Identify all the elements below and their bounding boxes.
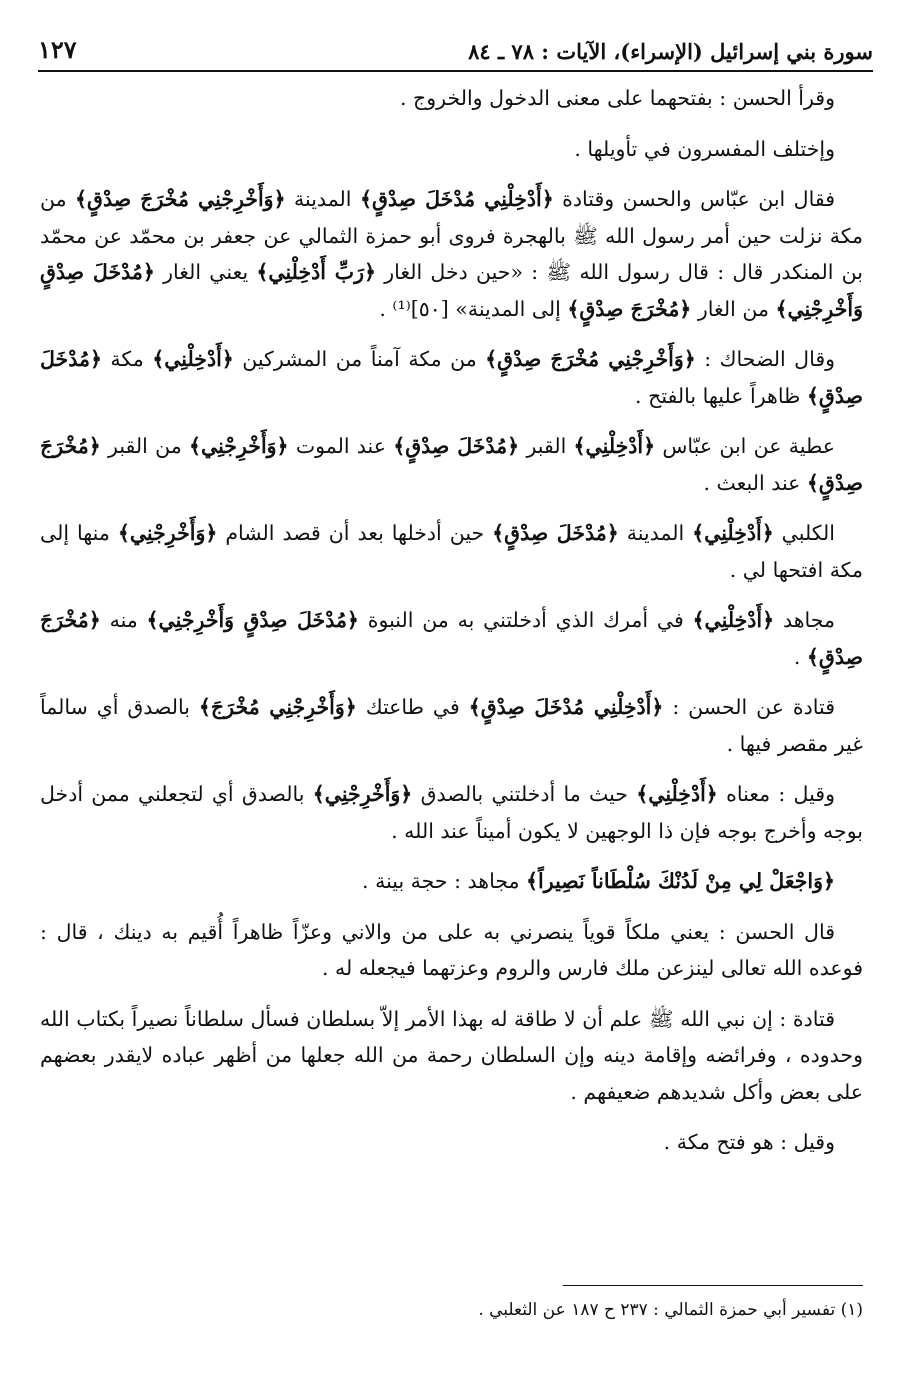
text-run: مكة	[101, 347, 153, 371]
text-run: من القبر	[100, 434, 189, 458]
quran-quote: ﴿وَأَخْرِجْنِي﴾	[312, 782, 413, 806]
text-run: إلى المدينة» [٥٠]⁽¹⁾ .	[379, 296, 568, 321]
quran-quote: ﴿وَأَخْرِجْنِي مُخْرَجَ صِدْقٍ﴾	[75, 187, 286, 211]
text-run: وإختلف المفسرون في تأويلها .	[574, 136, 835, 161]
quran-quote: ﴿أَدْخِلْنِي مُدْخَلَ صِدْقٍ﴾	[359, 187, 554, 211]
text-run: وقال الضحاك :	[695, 347, 836, 371]
quran-quote: ﴿مُدْخَلَ صِدْقٍ﴾	[40, 347, 863, 408]
text-run: قتادة : إن نبي الله ﷺ علم أن لا طاقة له بهذا الأمر إلاّ بسلطان فسأل سلطاناً نصيراً بكتاب الله وحدوده ، وفرائضه وإقامة دينه وإن السلطان رحمة من الله جعلها من أظهر عباده لايقدر بعضهم على بعض وأكل شديدهم ضعيفهم .	[40, 1006, 863, 1104]
footnote: (١) تفسير أبي حمزة الثمالي : ٢٣٧ ح ١٨٧ عن الثعلبي .	[478, 1300, 863, 1320]
paragraph	[40, 602, 863, 675]
paragraph	[40, 863, 863, 900]
quran-quote: ﴿وَأَخْرِجْنِي مُخْرَجَ صِدْقٍ﴾	[485, 347, 696, 371]
quran-quote: ﴿أَدْخِلْنِي﴾	[636, 782, 718, 806]
quran-quote: ﴿رَبِّ أَدْخِلْنِي﴾	[256, 260, 377, 284]
quran-quote: ﴿أَدْخِلْنِي مُدْخَلَ صِدْقٍ﴾	[468, 695, 664, 719]
quran-quote: ﴿مُخْرَجَ صِدْقٍ﴾	[40, 608, 863, 669]
text-run: وقيل : معناه	[717, 782, 835, 806]
text-run: الكلبي	[773, 521, 835, 545]
text-run: عطية عن ابن عبّاس	[655, 434, 835, 458]
quran-quote: ﴿مُدْخَلَ صِدْقٍ وَأَخْرِجْنِي﴾	[40, 260, 863, 321]
text-run: .	[793, 644, 807, 669]
text-run: مجاهد	[774, 608, 835, 632]
running-header	[38, 24, 873, 72]
text-run: القبر	[519, 434, 574, 458]
paragraph	[40, 689, 863, 762]
paragraph	[40, 80, 863, 117]
quran-quote: ﴿وَاجْعَلْ لِي مِنْ لَدُنْكَ سُلْطَاناً نَصِيراً﴾	[526, 869, 835, 893]
text-run: من الغار	[691, 296, 776, 321]
text-run: حين أدخلها بعد أن قصد الشام	[217, 521, 493, 545]
text-run: وقرأ الحسن : بفتحهما على معنى الدخول والخروج .	[400, 86, 835, 110]
paragraph	[40, 341, 863, 414]
footnotes	[40, 1285, 863, 1324]
quran-quote: ﴿مُدْخَلَ صِدْقٍ﴾	[492, 521, 619, 545]
text-run: بالصدق أي سالماً غير مقصر فيها .	[40, 695, 863, 756]
chapter-title: سورة بني إسرائيل (الإسراء)، الآيات : ٧٨ ـ ٨٤	[468, 39, 873, 64]
quran-quote: ﴿مُدْخَلَ صِدْقٍ﴾	[393, 434, 520, 458]
paragraph	[40, 1001, 863, 1111]
text-run: فقال ابن عبّاس والحسن وقتادة	[553, 187, 835, 211]
paragraph	[40, 1124, 863, 1161]
text-run: في طاعتك	[356, 695, 469, 719]
text-run: المدينة	[285, 187, 360, 211]
text-run: قتادة عن الحسن :	[663, 695, 835, 719]
quran-quote: ﴿أَدْخِلْنِي﴾	[692, 521, 774, 545]
quran-quote: ﴿وَأَخْرِجْنِي مُخْرَجَ﴾	[198, 695, 357, 719]
paragraph	[40, 131, 863, 168]
text-run: عند البعث .	[703, 470, 807, 495]
text-run: من مكة نزلت حين أمر رسول الله ﷺ بالهجرة فروى أبو حمزة الثمالي عن جعفر بن محمّد عن محمّد بن المنكدر قال : قال رسول الله ﷺ : «حين دخل الغار	[40, 187, 863, 284]
quran-quote: ﴿أَدْخِلْنِي﴾	[573, 434, 656, 458]
text-run: يعني الغار	[154, 260, 257, 284]
text-run: وقيل : هو فتح مكة .	[663, 1130, 835, 1154]
text-run: مجاهد : حجة بينة .	[362, 869, 527, 893]
text-run: منها إلى مكة افتحها لي .	[40, 521, 863, 582]
footnote-separator	[563, 1285, 863, 1286]
text-run: في أمرك الذي أدخلتني به من النبوة	[358, 608, 693, 632]
text-run: حيث ما أدخلتني بالصدق	[412, 782, 637, 806]
page-number: ١٢٧	[38, 35, 77, 64]
paragraph	[40, 428, 863, 501]
text-run: ظاهراً عليها بالفتح .	[635, 383, 807, 408]
paragraph	[40, 181, 863, 327]
paragraph	[40, 914, 863, 987]
text-run: المدينة	[618, 521, 693, 545]
main-text	[40, 80, 863, 1175]
text-run: بالصدق أي لتجعلني ممن أدخل بوجه وأخرج بوجه فإن ذا الوجهين لا يكون أميناً عند الله .	[40, 782, 863, 843]
text-run: منه	[100, 608, 147, 632]
quran-quote: ﴿مُخْرَجَ صِدْقٍ﴾	[40, 434, 863, 495]
text-run: عند الموت	[288, 434, 394, 458]
text-run: من مكة آمناً من المشركين	[233, 347, 486, 371]
quran-quote: ﴿أَدْخِلْنِي﴾	[152, 347, 234, 371]
quran-quote: ﴿أَدْخِلْنِي﴾	[692, 608, 775, 632]
paragraph	[40, 776, 863, 849]
quran-quote: ﴿وَأَخْرِجْنِي﴾	[189, 434, 289, 458]
quran-quote: ﴿مُدْخَلَ صِدْقٍ وَأَخْرِجْنِي﴾	[146, 608, 359, 632]
text-run: قال الحسن : يعني ملكاً قوياً ينصرني به على من والاني وعزّاً ظاهراً أُقيم به دينك ، قال : فوعده الله تعالى لينزعن ملك فارس والروم وعزتهما فيجعله له .	[40, 919, 863, 980]
quran-quote: ﴿وَأَخْرِجْنِي﴾	[117, 521, 218, 545]
paragraph	[40, 515, 863, 588]
quran-quote: ﴿مُخْرَجَ صِدْقٍ﴾	[567, 296, 692, 321]
